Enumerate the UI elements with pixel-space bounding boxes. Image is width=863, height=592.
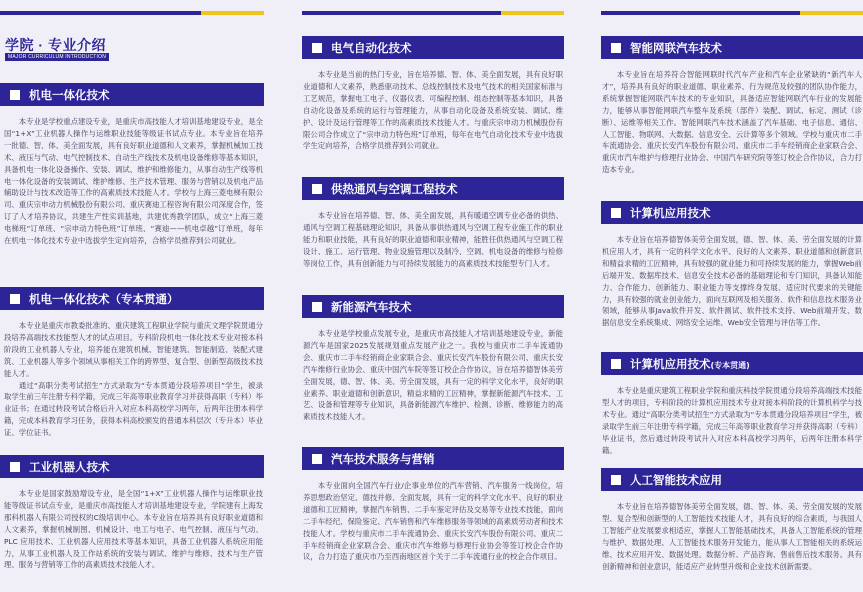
major-title: 供热通风与空调工程技术 [331,181,458,196]
square-bullet-icon [611,475,621,485]
column-right [601,0,863,592]
square-bullet-icon [611,43,621,53]
square-bullet-icon [312,302,322,312]
square-bullet-icon [10,90,20,100]
square-bullet-icon [312,184,322,194]
major-title: 汽车技术服务与营销 [331,451,435,466]
major-block-computer-application [601,201,863,329]
major-description: 本专业面向全国汽车行业/企事业单位的汽车营销、汽车服务一线岗位，培养思想政治坚定、德技并修、全面发展，具有一定的科学文化水平、良好的职业道德和工匠精神，掌握汽车销售、二手车鉴定评估及交易等专业技术技能，面向二手车经纪、保险鉴定、汽车销售和汽车维修服务等领域的高素质劳动者和技术技能人才。学校与重庆市二手车流通协会、重庆长安汽车股份有限公司、重庆二手车经销商企业家联合会、重庆市汽车维修与修理行业协会等签订校企合作协议，合力打造了重庆市乃至西南地区首个关于二手车流通行业的校企合作项目。 [303,481,563,562]
major-description: 本专业旨在培养德、智、体、美全面发展，具有暖通空调专业必备的供热、通风与空调工程基础理论知识，具备从事供热通风与空调工程专业施工作的职业能力和职业技能，具有良好的职业道德和职业精神，能胜任供热通风与空调工程设计、施工、运行管理、物业设施管理以及制冷、空调、机电设备的维修与检修等岗位工作，具有创新能力与可持续发展能力的高素质技术技能型专门人才。 [303,211,563,268]
major-title-bar [0,83,264,106]
major-description: 本专业旨在培养符合智能网联时代汽车产业和汽车企业紧缺的“新汽车人才”，培养具有良好的职业道德、职业素养、行为规范及较强的团队协作能力，系统掌握智能网联汽车技术的专业知识，具备适应智能网联汽车行业的发展能力，能够从事智能网联汽车整车及系统（部件）装配、调试、标定、测试（诊断）、运维等相关工作。智能网联汽车技术涵盖了汽车基础、电子信息、通信、人工智能、物联网、大数据、信息安全、云计算等多个领域。学校与重庆市二手车流通协会、重庆长安汽车股份有限公司、重庆市二手车经销商企业家联合会、重庆市汽车维护与修理行业协会、中国汽车研究院等签订校企合作协议，合力打造本专业。 [602,70,862,175]
major-block-electrical-automation [302,36,564,152]
column-middle [302,0,564,592]
major-description: 本专业是重庆建筑工程职业学院和重庆科技学院贯通分段培养高端技术技能型人才的项目，专科阶段的计算机应用技术专业对接本科阶段的计算机科学与技术专业。通过“高职分类考试招生”方式录取为“专本贯通分段培养项目”学生，被录取学生前三年注册专科学籍，完成三年高等职业教育学习并获得高职（专科）毕业证书，然后通过转段考试升入对应本科高校学习两年，后两年注册本科学籍。 [602,386,862,455]
major-block-industrial-robot [0,455,264,571]
major-title: 计算机应用技术 [630,205,711,220]
major-title-suffix: (专本贯通) [710,360,750,370]
major-block-hvac [302,177,564,270]
major-title-bar [302,177,564,200]
square-bullet-icon [10,294,20,304]
major-block-new-energy-vehicle [302,295,564,423]
major-title-bar [0,287,264,310]
top-decor-bar [302,11,564,15]
major-title: 人工智能技术应用 [630,472,722,487]
major-description: 本专业旨在培养德智体美劳全面发展，德、智、体、美、劳全面发展的发展型、复合型和创新型的人工智能技术技能人才，具有良好的综合素质，与我国人工智能产业发展要求相适应，掌握人工智能基础技术，具备人工智能系统的管理与维护、数据处理、人工智能技术服务开发能力，能从事人工智能相关的系统运维、技术应用开发、数据处理、数据分析、产品咨询、售前售后技术服务。具有创新精神和创业意识，能适应产业转型升级和企业技术创新需要。 [602,502,862,571]
square-bullet-icon [312,43,322,53]
page-title: 学院 · 专业介绍 [5,37,106,53]
major-block-mechatronics [0,83,264,247]
major-title: 新能源汽车技术 [331,299,412,314]
major-description: 本专业旨在培养德智体美劳全面发展，德、智、体、美、劳全面发展的计算机应用人才，具有一定的科学文化水平、良好的人文素养、职业道德和创新意识和精益求精的工匠精神，具有较强的就业能力和可持续发展的能力，掌握Web前后端开发、数据库技术、信息安全技术必备的基础理论和专门知识，具备认知能力、合作能力、创新能力、职业能力等支撑终身发展、适应时代要求的关键能力，具有较强的就业创业能力，面向互联网及相关服务、软件和信息技术服务业领域，能够从事Java软件开发、软件测试、软件技术支持、Web前端开发、数据信息安全系统集成、网络安全运维、Web安全管理与评估等工作。 [602,235,863,328]
major-title-bar [601,352,863,375]
major-description: 本专业是学校重点建设专业，是重庆市高技能人才培训基地建设专业，是全国“1+X”工业机器人操作与运维职业技能等级证书试点专业。本专业旨在培养一批德、智、体、美全面发展，具有良好职业道德和人文素养，掌握机械加工技术、液压与气动、电气控制技术、自动生产线技术及机电设备维修等基本知识，具备机电一体化设备操作、安装、调试、维护和维修能力，从事自动生产线等机电一体化设备的安装调试、维护维修、生产技术管理、服务与营销以及机电产品辅助设计与技术改造等工作的高素质技术技能人才。学校与上海三菱电梯有限公司、重庆宗申动力机械股份有限公司、重庆赛迪工程咨询有限公司深度合作，签订了人才培养协议，共建生产性实训基地，共建优秀教学团队，成立“上海三菱电梯班”订单班、“宗申动力特色班”订单班、“赛迪——机电卓越”订单班，每年在机电一体化技术专业中选拔学生定向培养，合格学员推荐到公司就业。 [4,117,263,246]
major-description: 通过“高职分类考试招生”方式录取为“专本贯通分段培养项目”学生，被录取学生前三年注册专科学籍，完成三年高等职业教育学习并获得高职（专科）毕业证书；在通过转段考试合格后升入对应本科高校学习两年，后两年注册本科学籍，完成本科教育学习任务，获得本科高校颁发的普通本科层次（专升本）毕业证、学位证书。 [4,380,263,438]
major-title-bar [302,36,564,59]
major-block-auto-service-marketing [302,447,564,563]
top-decor-bar [601,11,863,15]
major-description: 本专业是学校重点发展专业，是重庆市高技能人才培训基地建设专业，新能源汽车是国家2025发展规划重点发展产业之一。我校与重庆市二手车流通协会、重庆市二手车经销商企业家联合会、重庆长安汽车股份有限公司、重庆长安汽车维修行业协会、重庆中国汽车院等签订校企合作协议，旨在培养德智体美劳全面发展，德、智、体、美、劳全面发展，具有一定的科学文化水平，良好的职业素养、职业道德和创新意识，精益求精的工匠精神，掌握新能源汽车技术、工艺、设备和管理等专业知识，具备新能源汽车维护、检测、诊断、维修能力的高素质技术技能人才。 [303,329,563,422]
page-subtitle: MAJOR CURRICULUM INTRODUCTION [5,53,109,61]
major-title: 智能网联汽车技术 [630,40,722,55]
top-decor-bar [0,11,264,15]
major-block-intelligent-connected-vehicle [601,36,863,176]
major-block-computer-application-bachelor [601,352,863,456]
major-description: 本专业是当前的热门专业，旨在培养德、智、体、美全面发展，具有良好职业道德和人文素养，熟悉驱动技术、总线控制技术及电气技术的相关国家标准与工艺规范，掌握电工电子、仪器仪表、可编程控制、组态控制等基本知识，具备自动化设备及系统的运行与管理能力，从事自动化设备及系统安装、调试、维护、设计及运行管理等工作的高素质技术技能人才。与重庆宗申动力机械股份有限公司合作成立了“宗申动力特色班”订单班，每年在电气自动化技术专业中选拔学生定向培养，合格学员推荐到公司就业。 [303,70,563,151]
major-title-text: 计算机应用技术 [630,356,711,371]
column-left [0,0,264,592]
major-block-ai-application [601,468,863,572]
major-title-bar [302,447,564,470]
major-title: 电气自动化技术 [331,40,412,55]
square-bullet-icon [611,208,621,218]
square-bullet-icon [312,454,322,464]
major-title: 机电一体化技术 [29,87,110,102]
square-bullet-icon [611,359,621,369]
major-title-bar [601,468,863,491]
major-description: 本专业是国家鼓励增设专业，是全国“1+X”工业机器人操作与运维职业技能等级证书试点专业，是重庆市高技能人才培训基地建设专业，学院建有上海发那科机器人有限公司授权的C级培训中心。本专业旨在培养具有良好职业道德和人文素养，掌握机械制图、机械设计、电工与电子、电气控制、液压与气动、PLC 应用技术、工业机器人应用技术等基本知识，具备工业机器人系统应用能力，从事工业机器人及工作站系统的安装与调试、维护与维修、技术与生产管理、服务与营销等工作的高素质技术技能人才。 [4,489,263,570]
major-title: 工业机器人技术 [29,459,110,474]
major-title-bar [601,201,863,224]
major-block-mechatronics-bachelor [0,287,264,439]
major-description: 本专业是重庆市教委批准的、重庆建筑工程职业学院与重庆文理学院贯通分段培养高端技术技能型人才的试点项目。专科阶段机电一体化技术专业对接本科阶段的工业机器人专业，培养能在建筑机械、智能建筑、智能制造、装配式建筑、工业机器人等多个领域从事相关工作的跨界型、复合型、创新型高级技术技能人才。 [4,321,263,378]
major-title-bar [302,295,564,318]
major-title-bar [601,36,863,59]
major-title [630,356,750,372]
major-title: 机电一体化技术（专本贯通） [29,291,179,306]
major-title-bar [0,455,264,478]
square-bullet-icon [10,462,20,472]
